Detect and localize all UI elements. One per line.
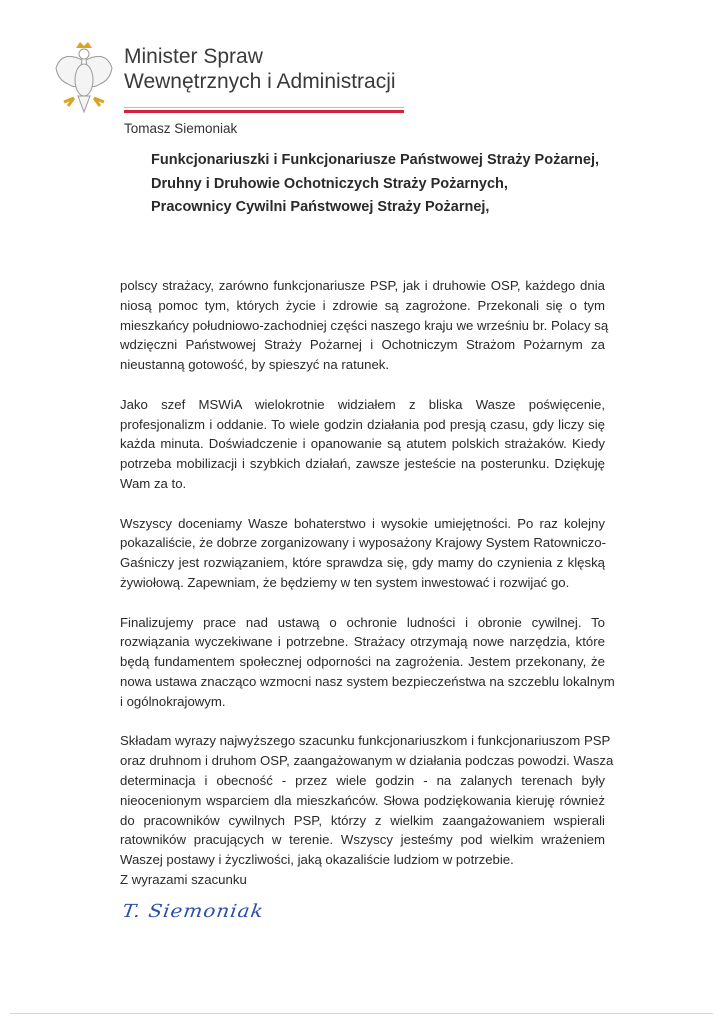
closing: Z wyrazami szacunku xyxy=(120,872,247,887)
paragraph-line: ratowników pracujących w terenie. Wszyscy jesteśmy pod wielkim wrażeniem xyxy=(120,832,605,848)
minister-name: Tomasz Siemoniak xyxy=(124,121,238,136)
paragraph-line: profesjonalizm i oddanie. To wiele godzin działania pod presją czasu, gdy liczy się xyxy=(120,416,605,432)
paragraph-line: rozwiązania wyczekiwane i potrzebne. Strażacy otrzymają nowe narzędzia, które xyxy=(120,634,605,650)
paragraph-line: i ogólnokrajowym. xyxy=(120,693,226,709)
paragraph xyxy=(120,395,605,494)
paragraph-line: Gaśniczy jest rozwiązaniem, które sprawdza się, gdy mamy do czynienia z klęską xyxy=(120,555,605,571)
paragraph-line: determinacja i obecność - przez wiele godzin - na zalanych terenach były xyxy=(120,772,605,788)
org-line-2: Wewnętrznych i Administracji xyxy=(124,70,396,93)
paragraph-line: mieszkańcy południowo-zachodniej części naszego kraju we wrześniu br. Polacy są xyxy=(120,317,609,333)
organization-title xyxy=(124,44,396,94)
salutation-line: Pracownicy Cywilni Państwowej Straży Pożarnej, xyxy=(151,199,490,215)
handwritten-signature: T. Siemoniak xyxy=(120,900,266,922)
paragraph-line: niosą pomoc tym, których życie i zdrowie są zagrożone. Przekonali się o tym xyxy=(120,297,605,313)
eagle-emblem-icon xyxy=(52,40,116,116)
paragraph-line: Wam za to. xyxy=(120,475,187,491)
paragraph-line: nieocenionym wsparciem dla mieszkańców. Słowa podziękowania kieruję również xyxy=(120,792,605,808)
paragraph-line: wdzięczni Państwowej Straży Pożarnej i Ochotniczym Strażom Pożarnym za xyxy=(120,337,605,353)
paragraph-line: Finalizujemy prace nad ustawą o ochronie ludności i obronie cywilnej. To xyxy=(120,614,605,630)
paragraph-line: polscy strażacy, zarówno funkcjonariusze PSP, jak i druhowie OSP, każdego dnia xyxy=(120,278,605,293)
paragraph xyxy=(120,276,609,375)
salutation xyxy=(151,149,599,220)
paragraph-line: każda minuta. Doświadczenie i opanowanie są atutem polskich strażaków. Kiedy xyxy=(120,436,605,452)
header-divider-red xyxy=(124,110,404,113)
paragraph-line: nowa ustawa znacząco wzmocni nasz system bezpieczeństwa na szczeblu lokalnym xyxy=(120,673,615,689)
letter-body xyxy=(120,276,615,890)
header-divider-gray xyxy=(124,107,404,108)
paragraph-line: potrzeba mobilizacji i szybkich działań, zawsze jesteście na posterunku. Dziękuję xyxy=(120,456,605,472)
paragraph xyxy=(120,514,605,593)
salutation-line: Funkcjonariuszki i Funkcjonariusze Państwowej Straży Pożarnej, xyxy=(151,152,600,168)
paragraph-line: Jako szef MSWiA wielokrotnie widziałem z bliska Wasze poświęcenie, xyxy=(120,396,605,412)
paragraph-line: Wszyscy doceniamy Wasze bohaterstwo i wysokie umiejętności. Po raz kolejny xyxy=(120,515,605,531)
paragraph-line: będą fundamentem społecznej odporności na zagrożenia. Jestem przekonany, że xyxy=(120,654,605,670)
paragraph-line: żywiołową. Zapewniam, że będziemy w ten system inwestować i rozwijać go. xyxy=(120,574,570,590)
org-line-1: Minister Spraw xyxy=(124,45,263,68)
paragraph-line: nieustanną gotowość, by spieszyć na ratunek. xyxy=(120,357,390,373)
paragraph-line: oraz druhnom i druhom OSP, zaangażowanym w działania podczas powodzi. Wasza xyxy=(120,753,614,769)
page-bottom-edge xyxy=(10,1013,713,1014)
paragraph-line: Waszej postawy i życzliwości, jaką okazaliście ludziom w potrzebie. xyxy=(120,852,514,868)
paragraph xyxy=(120,613,615,712)
paragraph-line: do pracowników cywilnych PSP, którzy z wielkim zaangażowaniem wspierali xyxy=(120,812,605,828)
salutation-line: Druhny i Druhowie Ochotniczych Straży Pożarnych, xyxy=(151,175,508,192)
paragraph xyxy=(120,731,614,870)
paragraph-line: Składam wyrazy najwyższego szacunku funkcjonariuszkom i funkcjonariuszom PSP xyxy=(120,733,611,749)
paragraph-line: pokazaliście, że dobrze zorganizowany i wyposażony Krajowy System Ratowniczo- xyxy=(120,535,606,551)
